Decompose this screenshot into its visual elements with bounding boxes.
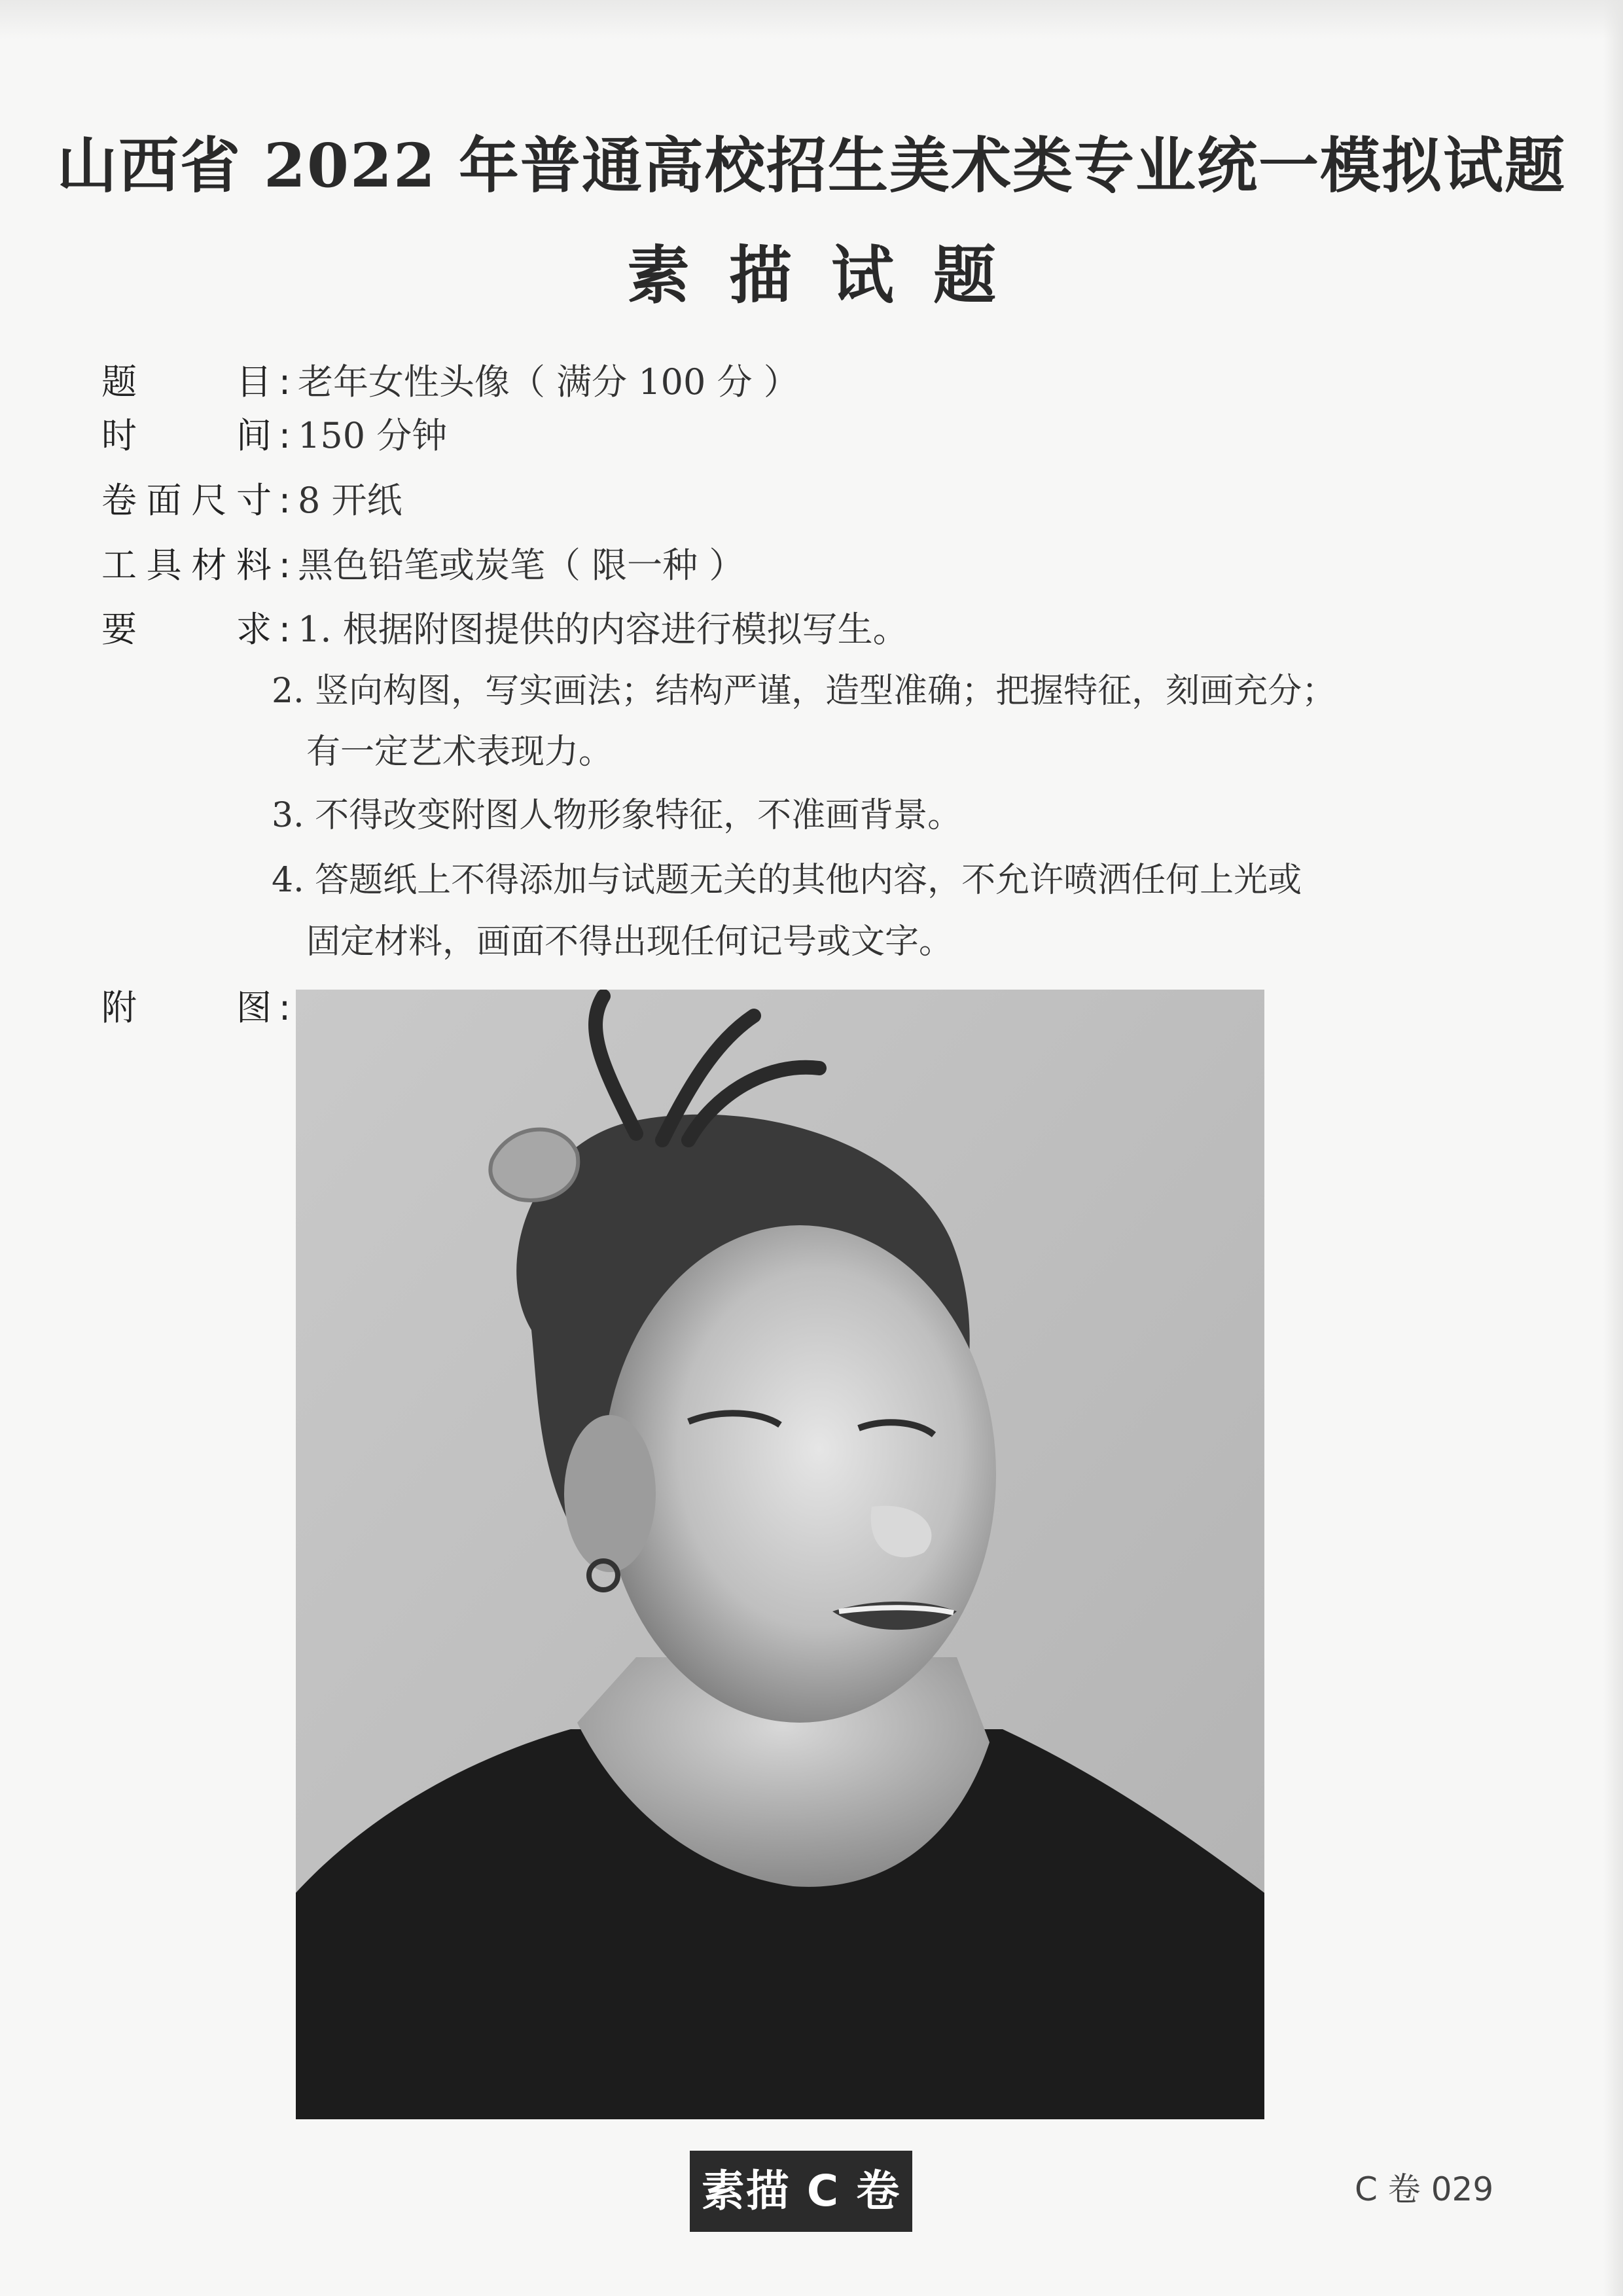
info-figure bbox=[101, 987, 298, 1030]
requirement-item: 固定材料，画面不得出现任何记号或文字。 bbox=[306, 922, 954, 961]
requirement-item: 4. 答题纸上不得添加与试题无关的其他内容，不允许喷洒任何上光或 bbox=[272, 861, 1302, 900]
info-value: 8 开纸 bbox=[298, 480, 402, 521]
info-label: 工具材料 bbox=[101, 545, 272, 586]
info-label: 题目 bbox=[101, 361, 272, 403]
scan-edge bbox=[1603, 0, 1623, 2296]
info-label: 附图 bbox=[101, 987, 272, 1028]
info-value: 150 分钟 bbox=[298, 415, 448, 456]
colon: : bbox=[278, 361, 291, 403]
info-label: 时间 bbox=[101, 415, 272, 456]
paper-version-badge: 素描 C 卷 bbox=[690, 2151, 912, 2232]
scan-edge bbox=[0, 0, 1623, 39]
info-tools bbox=[101, 545, 744, 587]
colon: : bbox=[278, 609, 291, 650]
reference-photo bbox=[296, 990, 1264, 2119]
info-label: 卷面尺寸 bbox=[101, 480, 272, 521]
info-label: 要求 bbox=[101, 609, 272, 650]
colon: : bbox=[278, 480, 291, 521]
info-time bbox=[101, 415, 447, 457]
colon: : bbox=[278, 545, 291, 586]
info-value: 老年女性头像（ 满分 100 分 ） bbox=[298, 361, 799, 403]
portrait-image bbox=[296, 990, 1264, 2119]
requirement-item: 有一定艺术表现力。 bbox=[306, 732, 613, 772]
colon: : bbox=[278, 987, 291, 1028]
page-number: C 卷 029 bbox=[1355, 2170, 1494, 2208]
info-value: 黑色铅笔或炭笔（ 限一种 ） bbox=[298, 545, 745, 586]
info-size bbox=[101, 480, 402, 522]
requirement-item: 1. 根据附图提供的内容进行模拟写生。 bbox=[298, 609, 908, 650]
info-requirements bbox=[101, 609, 908, 651]
colon: : bbox=[278, 415, 291, 456]
requirement-item: 2. 竖向构图，写实画法；结构严谨，造型准确；把握特征，刻画充分； bbox=[272, 672, 1336, 711]
info-topic bbox=[101, 361, 799, 404]
requirement-item: 3. 不得改变附图人物形象特征，不准画背景。 bbox=[272, 796, 962, 835]
page-subtitle: 素描试题 bbox=[627, 239, 1035, 312]
page-title: 山西省 2022 年普通高校招生美术类专业统一模拟试题 bbox=[56, 130, 1567, 201]
